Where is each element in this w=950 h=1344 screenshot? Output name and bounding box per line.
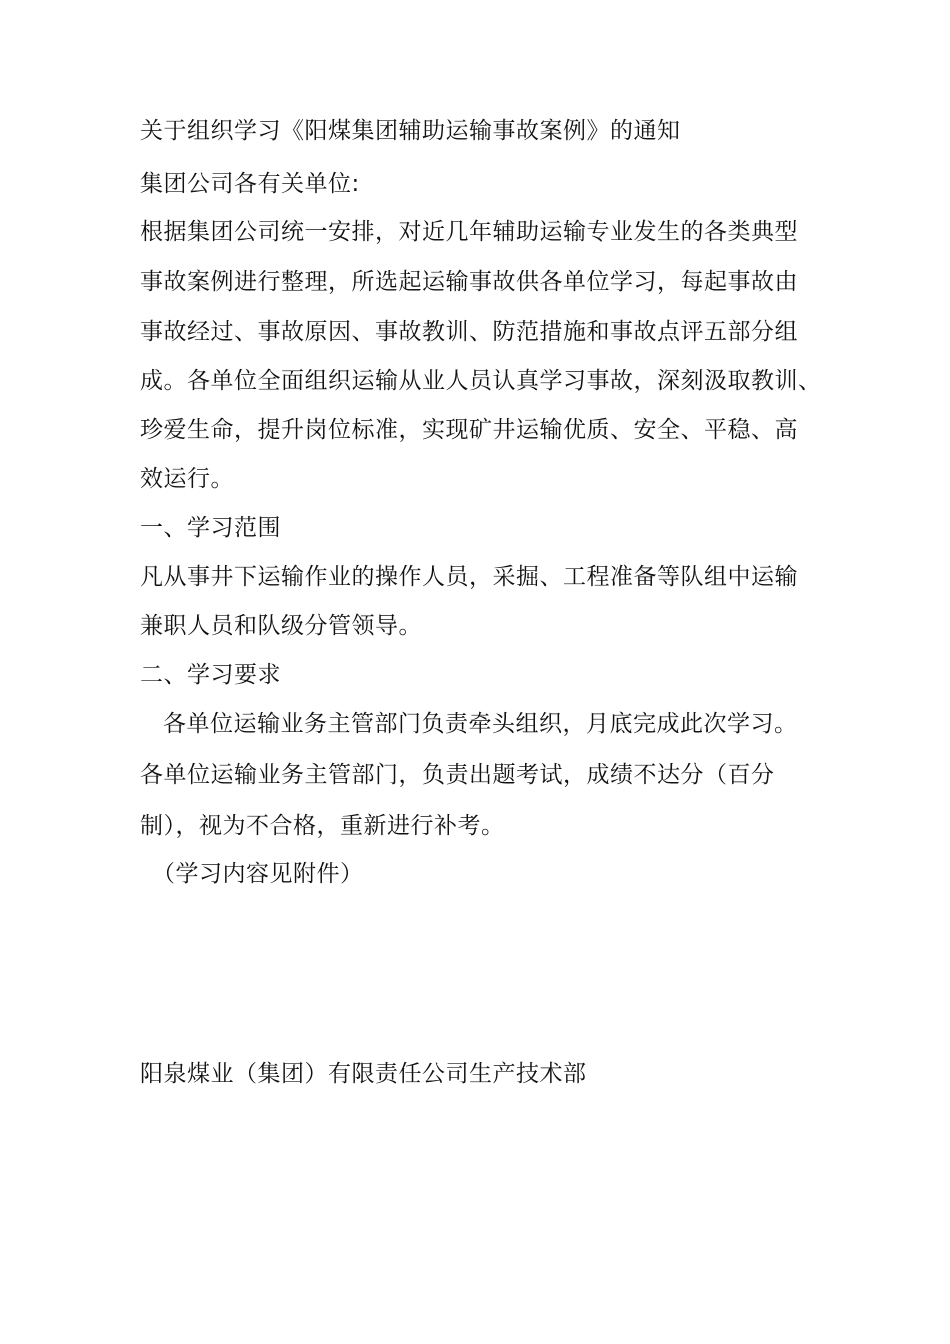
requirements-line: 各单位运输业务主管部门负责牵头组织，月底完成此次学习。: [163, 711, 798, 737]
intro-line: 根据集团公司统一安排，对近几年辅助运输专业发生的各类典型: [140, 219, 798, 245]
intro-line: 事故经过、事故原因、事故教训、防范措施和事故点评五部分组: [140, 319, 798, 345]
signature: 阳泉煤业（集团）有限责任公司生产技术部: [140, 1061, 587, 1087]
salutation: 集团公司各有关单位:: [140, 171, 360, 197]
scope-line: 兼职人员和队级分管领导。: [140, 613, 422, 639]
attachment-note: （学习内容见附件）: [152, 861, 364, 887]
section-heading-requirements: 二、学习要求: [140, 662, 281, 688]
document-title: 关于组织学习《阳煤集团辅助运输事故案例》的通知: [140, 118, 681, 144]
intro-line: 事故案例进行整理，所选起运输事故供各单位学习，每起事故由: [140, 269, 798, 295]
requirements-line: 各单位运输业务主管部门，负责出题考试，成绩不达分（百分: [140, 762, 775, 788]
intro-line: 效运行。: [140, 466, 234, 492]
scope-line: 凡从事井下运输作业的操作人员，采掘、工程准备等队组中运输: [140, 564, 798, 590]
requirements-line: 制），视为不合格，重新进行补考。: [140, 813, 505, 839]
section-heading-scope: 一、学习范围: [140, 515, 281, 541]
intro-line: 成。各单位全面组织运输从业人员认真学习事故，深刻汲取教训、: [140, 368, 822, 394]
intro-line: 珍爱生命，提升岗位标准，实现矿井运输优质、安全、平稳、高: [140, 417, 798, 443]
